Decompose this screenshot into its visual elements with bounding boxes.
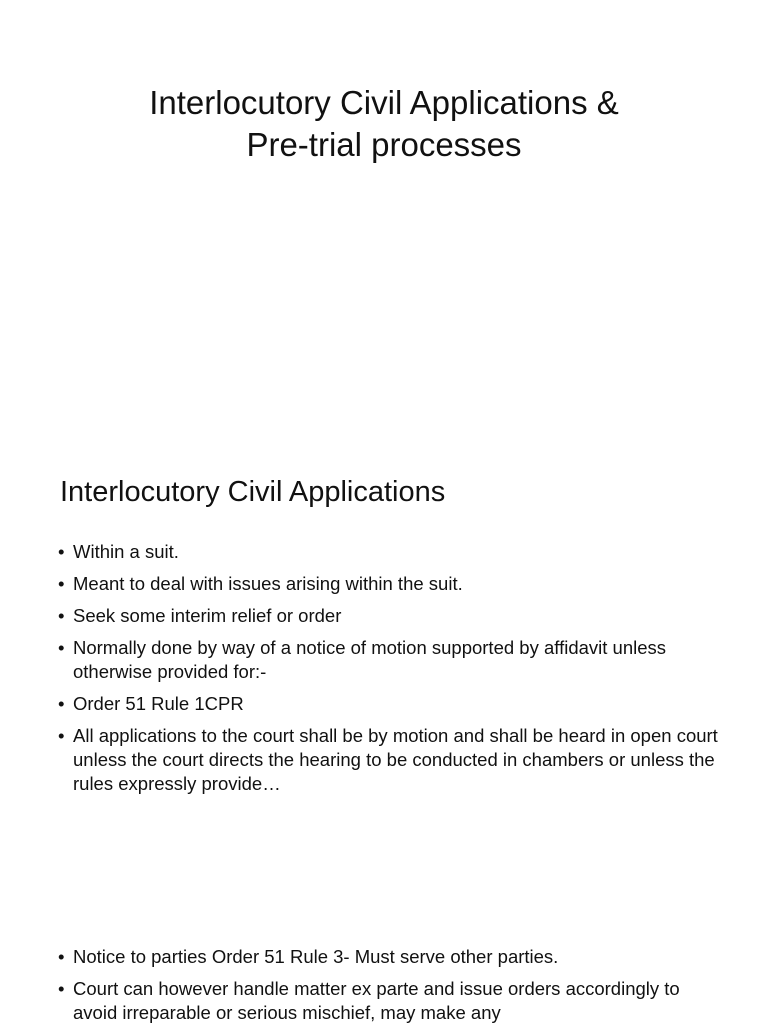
bullet-icon: •	[58, 978, 65, 999]
slide-heading: Interlocutory Civil Applications	[60, 476, 446, 508]
bullet-item	[58, 572, 718, 596]
bullet-item	[58, 945, 718, 969]
bullet-text: Notice to parties Order 51 Rule 3- Must serve other parties.	[73, 946, 559, 967]
bullet-icon: •	[58, 637, 65, 658]
bullet-icon: •	[58, 541, 65, 562]
bullet-text: Normally done by way of a notice of motion supported by affidavit unless otherwise provided for:-	[73, 637, 667, 682]
title-slide	[0, 0, 768, 430]
bullet-item	[58, 636, 718, 684]
bullet-item	[58, 604, 718, 628]
bullet-text: Court can however handle matter ex parte and issue orders accordingly to avoid irreparable or serious mischief, may make any	[73, 978, 680, 1023]
bullet-text: Seek some interim relief or order	[73, 605, 342, 626]
bullet-list	[58, 540, 718, 804]
bullet-icon: •	[58, 573, 65, 594]
bullet-item	[58, 977, 718, 1024]
bullet-text: Order 51 Rule 1CPR	[73, 693, 244, 714]
slide-title-line-1: Interlocutory Civil Applications &	[149, 84, 619, 121]
slide-title-line-2: Pre-trial processes	[246, 126, 522, 163]
content-slide-notice-to-parties	[0, 910, 768, 1024]
bullet-icon: •	[58, 693, 65, 714]
bullet-icon: •	[58, 946, 65, 967]
bullet-text: All applications to the court shall be by motion and shall be heard in open court unless the court directs the hearing to be conducted in chambers or unless the rules expressly provide…	[73, 725, 718, 794]
bullet-item	[58, 692, 718, 716]
bullet-item	[58, 724, 718, 796]
content-slide-interlocutory-applications	[0, 430, 768, 910]
bullet-icon: •	[58, 725, 65, 746]
bullet-text: Meant to deal with issues arising within the suit.	[73, 573, 463, 594]
slide-title	[0, 82, 768, 166]
bullet-text: Within a suit.	[73, 541, 179, 562]
bullet-icon: •	[58, 605, 65, 626]
bullet-item	[58, 540, 718, 564]
bullet-list	[58, 945, 718, 1024]
